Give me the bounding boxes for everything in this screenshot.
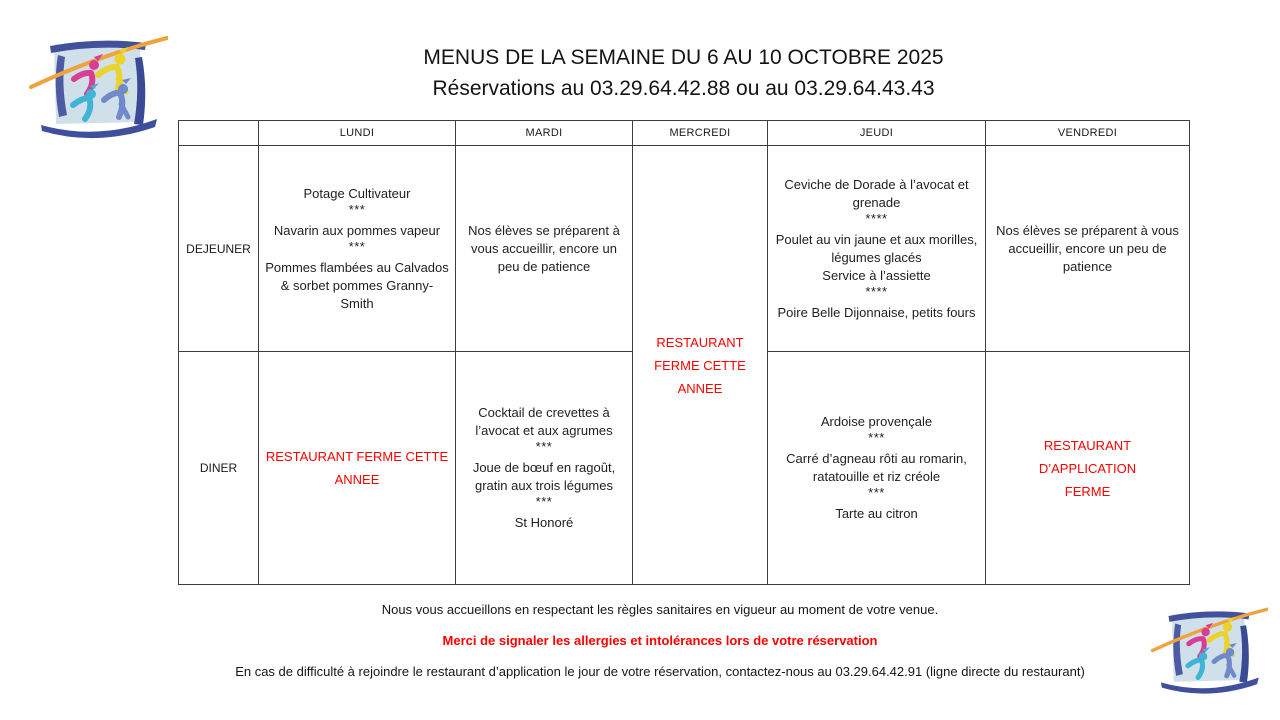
cell-dejeuner-jeudi	[768, 146, 986, 352]
course-separator-stars: ***	[868, 430, 885, 445]
menu-line: Ceviche de Dorade à l’avocat et grenade	[784, 176, 969, 210]
day-header-jeudi: JEUDI	[768, 121, 986, 146]
allergy-warning-note: Merci de signaler les allergies et intolérances lors de votre réservation	[442, 633, 878, 648]
document-header	[178, 42, 1189, 104]
closed-notice-lines	[639, 331, 761, 400]
menu-line: FERME CETTE	[654, 357, 746, 373]
row-label-diner: DINER	[179, 352, 259, 585]
day-header-lundi: LUNDI	[259, 121, 456, 146]
menu-line: RESTAURANT	[1043, 437, 1132, 453]
menu-line: Carré d’agneau rôti au romarin, ratatouille et riz créole	[786, 451, 967, 484]
menu-line: ANNEE	[334, 472, 380, 487]
course-separator-stars: ****	[865, 210, 888, 226]
course-separator-stars: ***	[535, 439, 553, 454]
menu-lines	[462, 404, 626, 532]
weekly-menu-table	[178, 120, 1190, 585]
cell-dejeuner-mardi	[456, 146, 633, 352]
cell-dejeuner-lundi	[259, 146, 456, 352]
menu-line: RESTAURANT	[656, 334, 744, 350]
menu-line: Service à l’assiette	[822, 267, 931, 283]
menu-line: Poulet au vin jaune et aux morilles, légumes glacés	[775, 231, 978, 265]
cell-diner-mardi	[456, 352, 633, 585]
menu-line: St Honoré	[514, 515, 574, 530]
menu-line: ANNEE	[677, 380, 723, 396]
cell-dejeuner-vendredi	[986, 146, 1190, 352]
school-logo-top-left-icon	[28, 28, 168, 140]
menu-lines	[992, 222, 1183, 276]
menu-line: Potage Cultivateur	[303, 185, 411, 201]
contact-difficulty-note: En cas de difficulté à rejoindre le restaurant d’application le jour de votre réservation, contactez-nous au 03.29.64.42.91 (ligne directe du restaurant)	[235, 664, 1085, 679]
menu-line: RESTAURANT FERME CETTE	[265, 449, 449, 464]
course-separator-stars: ****	[865, 283, 888, 299]
school-logo-bottom-right-icon	[1150, 598, 1268, 698]
course-separator-stars: ***	[535, 494, 553, 509]
menu-lines	[462, 222, 626, 276]
menu-line: Poire Belle Dijonnaise, petits fours	[777, 304, 976, 320]
school-logo-icon	[28, 28, 168, 140]
footer-notes	[40, 602, 1280, 695]
cell-diner-vendredi-closed	[986, 352, 1190, 585]
course-separator-stars: ***	[868, 485, 885, 500]
closed-notice-lines	[265, 445, 449, 491]
menu-line: FERME	[1064, 483, 1111, 499]
menu-line: Cocktail de crevettes à l’avocat et aux agrumes	[475, 405, 613, 438]
day-header-mercredi: MERCREDI	[633, 121, 768, 146]
menu-line: Ardoise provençale	[820, 414, 933, 429]
day-header-mardi: MARDI	[456, 121, 633, 146]
cell-mercredi-closed	[633, 146, 768, 585]
course-separator-stars: ***	[348, 238, 366, 254]
menu-line: Navarin aux pommes vapeur	[273, 222, 441, 238]
menu-lines	[265, 185, 449, 313]
menu-lines	[774, 413, 979, 523]
school-logo-icon	[1150, 598, 1268, 698]
sanitary-rules-note: Nous vous accueillons en respectant les règles sanitaires en vigueur au moment de votre venue.	[381, 602, 939, 617]
page-title: MENUS DE LA SEMAINE DU 6 AU 10 OCTOBRE 2025	[423, 46, 944, 69]
menu-line: Nos élèves se préparent à vous accueillir, encore un peu de patience	[996, 222, 1179, 274]
course-separator-stars: ***	[348, 201, 366, 217]
menu-lines	[774, 176, 979, 322]
cell-diner-lundi-closed	[259, 352, 456, 585]
day-header-vendredi: VENDREDI	[986, 121, 1190, 146]
menu-line: Tarte au citron	[835, 506, 918, 521]
corner-cell	[179, 121, 259, 146]
reservation-phone-line: Réservations au 03.29.64.42.88 ou au 03.29.64.43.43	[432, 77, 935, 100]
menu-line: D’APPLICATION	[1038, 460, 1137, 476]
menu-line: Nos élèves se préparent à vous accueillir, encore un peu de patience	[468, 222, 620, 274]
menu-line: Pommes flambées au Calvados & sorbet pommes Granny-Smith	[265, 259, 449, 311]
menu-line: Joue de bœuf en ragoût, gratin aux trois légumes	[472, 460, 616, 493]
cell-diner-jeudi	[768, 352, 986, 585]
row-label-dejeuner: DEJEUNER	[179, 146, 259, 352]
closed-notice-lines	[992, 434, 1183, 503]
